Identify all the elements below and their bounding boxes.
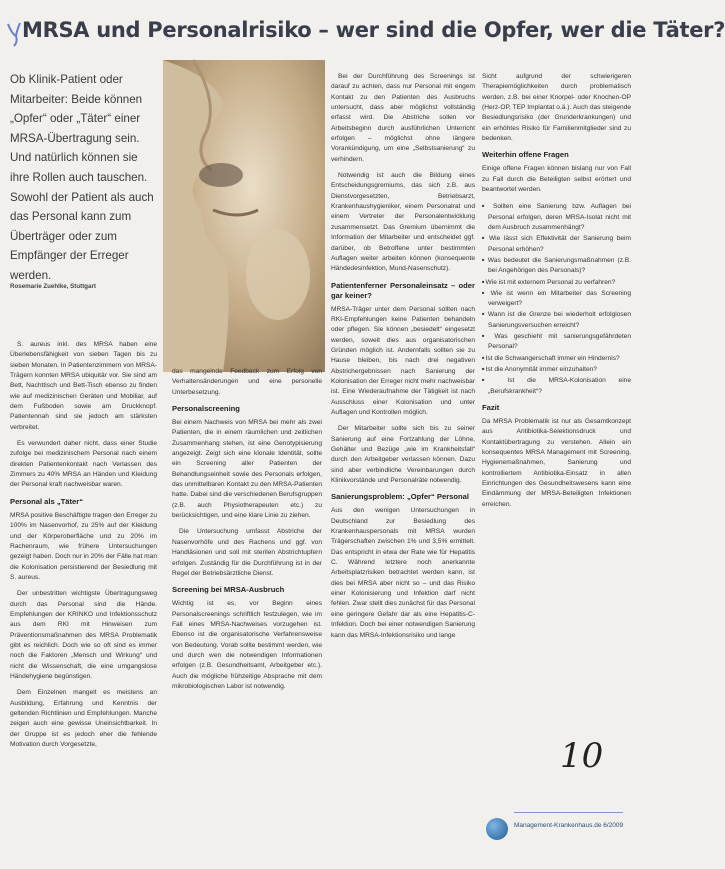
handwritten-page-number: 10: [560, 736, 604, 776]
author-line: Rosemarie Zuehlke, Stuttgart: [10, 283, 96, 290]
paragraph: Es verwundert daher nicht, dass einer Studie zufolge bei medizinischem Personal nach einem direkten Patientenkontakt nach Verlassen des Zimmers zu 40% MRSA an Händen und Kleidung der Personal kraft nachweisbar waren.: [10, 440, 157, 489]
globe-logo-icon: [486, 818, 508, 840]
article-headline: MRSA und Personalrisiko – wer sind die Opfer, wer die Täter?: [22, 18, 725, 42]
questions-list: [482, 201, 631, 396]
section-heading: Screening bei MRSA-Ausbruch: [172, 585, 285, 595]
headline-bullet-icon: [4, 20, 24, 48]
photo-face-profile: [163, 60, 325, 372]
paragraph: Sicht aufgrund der schwierigeren Therapiemöglichkeiten durch problematisch werden, z.B. bei einer Knorpel- oder Knochen-OP (Herz-OP, TEP Implantat o.ä.). Auch das steigende Besiedlungsrisiko (der Grunderkrankungen) und ein erhöhtes Risiko für Familienmitglieder sind zu bedenken.: [482, 73, 631, 143]
list-item: ■ Wie ist wenn ein Mitarbeiter das Screening verweigert?: [482, 288, 631, 310]
paragraph: MRSA-Träger unter dem Personal sollten nach RKI-Empfehlungen keine Patienten behandeln oder pflegen. Sie können „besiedelt“ eingesetzt werden, soweit dies aus organisatorischen Gründen möglich ist. Andernfalls sollten sie zu Hause bleiben, bis nach drei negativen Abstrichergebnissen nach Sanierung der Kolonisation der Erreger nicht mehr nachweisbar ist. Eine Wiederaufnahme der Tätigkeit ist nach Ausschluss einer Kolonisation und unter Auflagen und Kontrollen möglich.: [331, 305, 475, 416]
paragraph: Die Untersuchung umfasst Abstriche der Nasenvorhöfe und des Rachens und ggf. von Handläsionen und soll mit sterilen Abstrichtupfern erfolgen. Zuständig für die Durchführung ist in der Regel der Betriebsärztliche Dienst.: [172, 528, 322, 577]
list-item: ■ Ist die MRSA-Kolonisation eine „Berufskrankheit“?: [482, 375, 631, 397]
paragraph: Bei einem Nachweis von MRSA bei mehr als zwei Patienten, die in einem räumlichen und zeitlichen Zusammenhang stehen, ist eine Genotypisierung angezeigt. Zeigt sich eine klonale Identität, sollte ein Screening aller Patienten der Behandlungseinheit sowie des Personals erfolgen, das unmittelbaren Kontakt zu den MRSA-Patienten hatte. Dabei sind die verschiedenen Berufsgruppen (z.B. auch Physiotherapeuten etc.) zu berücksichtigen, und eine klare Linie zu ziehen.: [172, 419, 322, 520]
list-item: ■ Wie lässt sich Effektivität der Sanierung beim Personal erhöhen?: [482, 233, 631, 255]
section-heading: Fazit: [482, 402, 500, 412]
paragraph: Bei der Durchführung des Screenings ist darauf zu achten, dass nur Personal mit engem Kontakt zu den Patienten des Ausbruchs untersucht, dass aber möglichst vollständig erfasst wird. Die Abstriche sollen vor Arbeitsbeginn durch ausführlichen Unterricht erfolgen – möglichst ohne längere Vorankündigung, um eine „Selbstsanierung“ zu verhindern.: [331, 73, 475, 163]
text-column-4: [482, 72, 631, 642]
text-column-3: [331, 72, 475, 862]
list-item: ■ Ist die Anonymität immer einzuhalten?: [482, 364, 631, 375]
section-heading: Patientenferner Personaleinsatz – oder gar keiner?: [331, 280, 475, 300]
list-item: ■ Wann ist die Grenze bei wiederholt erfolglosen Sanierungsversuchen erreicht?: [482, 309, 631, 331]
paragraph: MRSA positive Beschäftigte tragen den Erreger zu 100% im Nasenvorhof, zu 25% auf der Kleidung und der Körperoberfläche und zu 20% im Rachenraum, wie frühere Untersuchungen gezeigt haben. Doch nur in 20% der Fälle hat man die Kolonisation persistierend der Besiedlung mit S. aureus.: [10, 511, 157, 581]
article-photo: [163, 60, 325, 372]
list-item: ■ Ist die Schwangerschaft immer ein Hindernis?: [482, 353, 631, 364]
paragraph: Der unbestritten wichtigste Übertragungsweg durch das Personal sind die Hände. Empfehlungen der KRINKO und Infektionsschutz aus dem RKI mit Hinweisen zum Präventionsmaßnahmen des MRSA Problematik gibt es reichlich. Doch wie so oft sind es immer noch die Faktoren „Mensch und Wirkung“ und nicht die Wissenschaft, die eine umgangslose Händehygiene begünstigen.: [10, 590, 157, 680]
paragraph: S. aureus inkl. des MRSA haben eine Überlebensfähigkeit von sieben Tagen bis zu sieben Monaten. In Patientenzimmern von MRSA-Trägern konnten MRSA ubiquitär vor. Sie sind am Bett, Nachttisch und Bett-Tisch ebenso zu finden wie auf medizinischen Geräten und Mobiliar, auf dem Fußboden sowie am Druckknopf. Patientennah sind sie jedoch am stärksten verbreitet.: [10, 341, 157, 431]
section-heading: Sanierungsproblem: „Opfer“ Personal: [331, 492, 469, 502]
paragraph: Der Mitarbeiter sollte sich bis zu seiner Sanierung auf eine Fortzahlung der Löhne, Gehälter und Bezüge „wie im Krankheitsfall“ durch den Arbeitgeber verlassen können. Dazu sind aber verbindliche Vereinbarungen durch Klinikvorstände und Personalräte notwendig.: [331, 425, 475, 485]
paragraph: Aus den wenigen Untersuchungen in Deutschland zur Besiedlung des Krankenhauspersonals mit MRSA wurden Trägerschaften zwischen 1% und 3,5% ermittelt. Das entspricht in etwa der Rate wie für Hepatitis C. Während letztere noch anerkannte Arbeitsplatzrisiken betrachtet werden kann, ist dies bei MRSA aber nicht so – und das Risiko einer Kolonisierung und Infektion darf nicht fehlen. Zwar stellt dies zunächst für das Personal eine geringere Gefahr dar als eine Hepatitis-C-Infektion. Doch bei einer notwendigen Sanierung kann das MRSA-Infektionsrisiko und lange: [331, 507, 475, 639]
article-lead: Ob Klinik-Patient oder Mitarbeiter: Beide können „Opfer“ oder „Täter“ einer MRSA-Übertragung sein. Und natürlich können sie ihre Rollen auch tauschen. Sowohl der Patient als auch das Personal kann zum Überträger oder zum Empfänger der Erreger werden.: [10, 73, 154, 282]
paragraph: Notwendig ist auch die Bildung eines Entscheidungsgremiums, das sich z.B. aus Dienstvorgesetzten, Betriebsarzt, Krankenhaushygieniker, einem Personalrat und einem Vertreter der Personalentwicklung zusammensetzt. Das Gremium übernimmt die Information der Mitarbeiter und entscheidet ggf. darüber, ob Betroffene unter bestimmten Auflagen weiter arbeiten können (konsequente Händedesinfektion, Mund-Nasenschutz).: [331, 172, 475, 273]
publisher-label: Management-Krankenhaus.de 6/2009: [514, 812, 623, 830]
list-item: ■ Wie ist mit externem Personal zu verfahren?: [482, 277, 631, 288]
paragraph: Dem Einzelnen mangelt es meistens an Ausbildung, Erfahrung und Kenntnis der geltenden Richtlinien und Empfehlungen. Manche zeigen auch eine gewisse Uneinsichtbarkeit. In der Gruppe ist es jedoch eher die fehlende Motivation durch Vorgesetzte,: [10, 689, 157, 749]
publisher-footer: [486, 812, 632, 858]
paragraph: das mangelnde Feedback zum Erfolg von Verhaltensänderungen und eine personelle Unterbesetzung.: [172, 368, 322, 396]
text-column-2: [172, 367, 322, 865]
list-item: ■ Was bedeutet die Sanierungsmaßnahmen (z.B. bei Angehörigen des Personals)?: [482, 255, 631, 277]
paragraph: Einige offene Fragen können bislang nur von Fall zu Fall durch die Beteiligten selbst erörtert und beantwortet werden.: [482, 165, 631, 194]
text-column-1: [10, 340, 157, 865]
section-heading: Weiterhin offene Fragen: [482, 150, 569, 160]
paragraph: Wichtig ist es, vor Beginn eines Personalscreenings schriftlich festzulegen, wie im Fall eines MRSA-Nachweises vorzugehen ist. Ebenso ist die organisatorische Verfahrensweise von Bedeutung. Vorab sollte bestimmt werden, wie und durch wen die notwendigen Informationen erfolgen (z.B. Gesundheitsamt, Arbeitgeber etc.). Auch die mögliche frühzeitige Absprache mit dem mikrobiologischen Labor ist notwendig.: [172, 600, 322, 690]
paragraph: Da MRSA Problematik ist nur als Gesamtkonzept aus Antibiotika-Selektionsdruck und Kontaktübertragung zu verstehen. Allein ein konsequentes MRSA Management mit Screening, Hygienemaßnahmen, Sanierung und kontrolliertem Antibiotika-Einsatz in allen Einrichtungen des Gesundheitswesens kann eine Eindämmung der MRSA-Beteiligten Infektionen erreichen.: [482, 417, 631, 508]
section-heading: Personalscreening: [172, 404, 240, 414]
list-item: ■ Was geschieht mit sanierungsgefährdeten Personal?: [482, 331, 631, 353]
section-heading: Personal als „Täter“: [10, 496, 84, 506]
list-item: ■ Sollten eine Sanierung bzw. Auflagen bei Personal erfolgen, deren MRSA-Isolat nicht mit dem Ausbruch zusammenhängt?: [482, 201, 631, 233]
